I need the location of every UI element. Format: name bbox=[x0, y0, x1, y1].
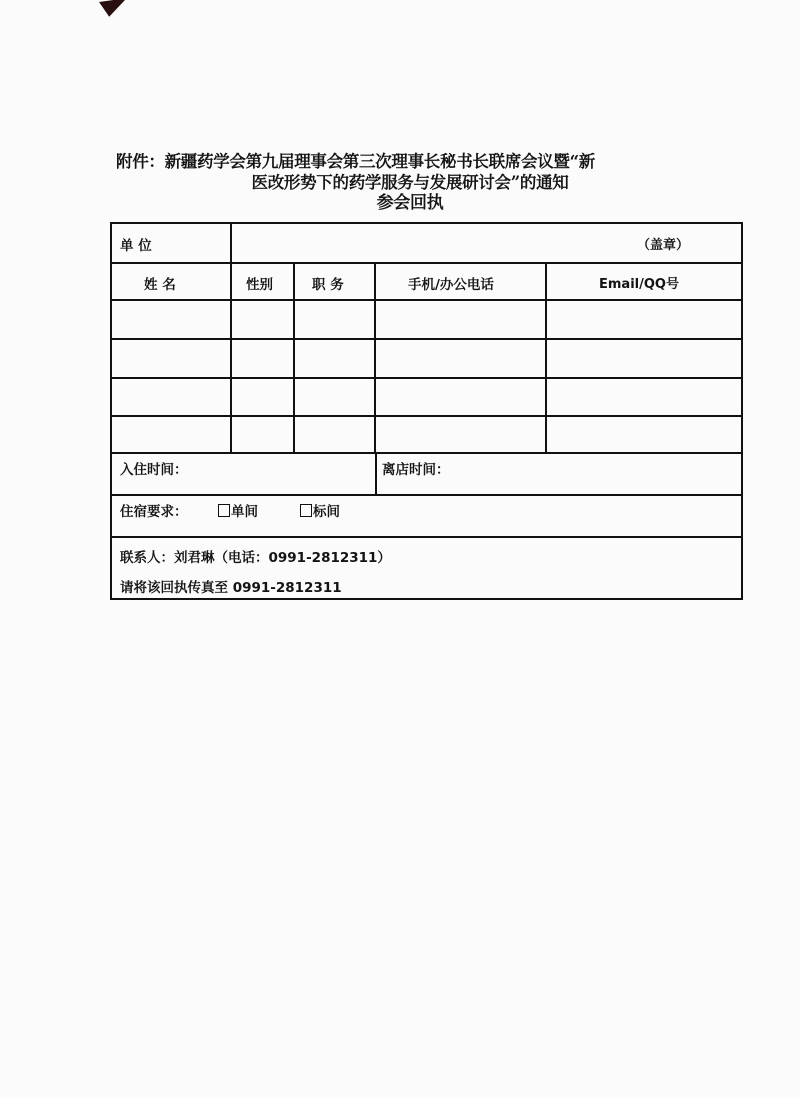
row-divider bbox=[112, 452, 743, 454]
checkin-label: 入住时间： bbox=[120, 462, 188, 478]
checkbox-single-icon[interactable] bbox=[218, 504, 230, 517]
col-header-email: Email/QQ号 bbox=[599, 277, 679, 292]
lodging-option-standard[interactable]: 标间 bbox=[300, 500, 340, 520]
form-heading: 参会回执 bbox=[376, 193, 444, 213]
row-divider bbox=[112, 536, 743, 538]
lodging-label: 住宿要求： bbox=[120, 504, 188, 520]
row-divider bbox=[112, 262, 743, 264]
lodging-option-single[interactable]: 单间 bbox=[218, 500, 258, 520]
attendee-rows[interactable] bbox=[112, 301, 741, 452]
col-divider bbox=[230, 224, 232, 262]
col-header-title: 职 务 bbox=[312, 277, 344, 293]
col-header-phone: 手机/办公电话 bbox=[408, 277, 494, 293]
contact-line: 联系人：刘君琳（电话：0991-2812311） bbox=[120, 550, 391, 566]
col-header-gender: 性别 bbox=[246, 277, 273, 293]
unit-label: 单 位 bbox=[120, 238, 152, 254]
col-header-name: 姓 名 bbox=[144, 277, 176, 293]
title-line-1: 附件：新疆药学会第九届理事会第三次理事长秘书长联席会议暨“新 bbox=[116, 152, 595, 171]
row-divider bbox=[112, 494, 743, 496]
seal-label: （盖章） bbox=[637, 238, 690, 253]
title-line-2: 医改形势下的药学服务与发展研讨会”的通知 bbox=[251, 173, 569, 192]
checkbox-standard-icon[interactable] bbox=[300, 504, 312, 517]
checkout-label: 离店时间： bbox=[382, 462, 450, 478]
document-title bbox=[110, 151, 710, 214]
registration-form-table bbox=[110, 222, 743, 600]
fax-line: 请将该回执传真至 0991-2812311 bbox=[120, 580, 342, 596]
scan-corner-mark bbox=[99, 0, 129, 18]
col-divider bbox=[375, 452, 377, 494]
